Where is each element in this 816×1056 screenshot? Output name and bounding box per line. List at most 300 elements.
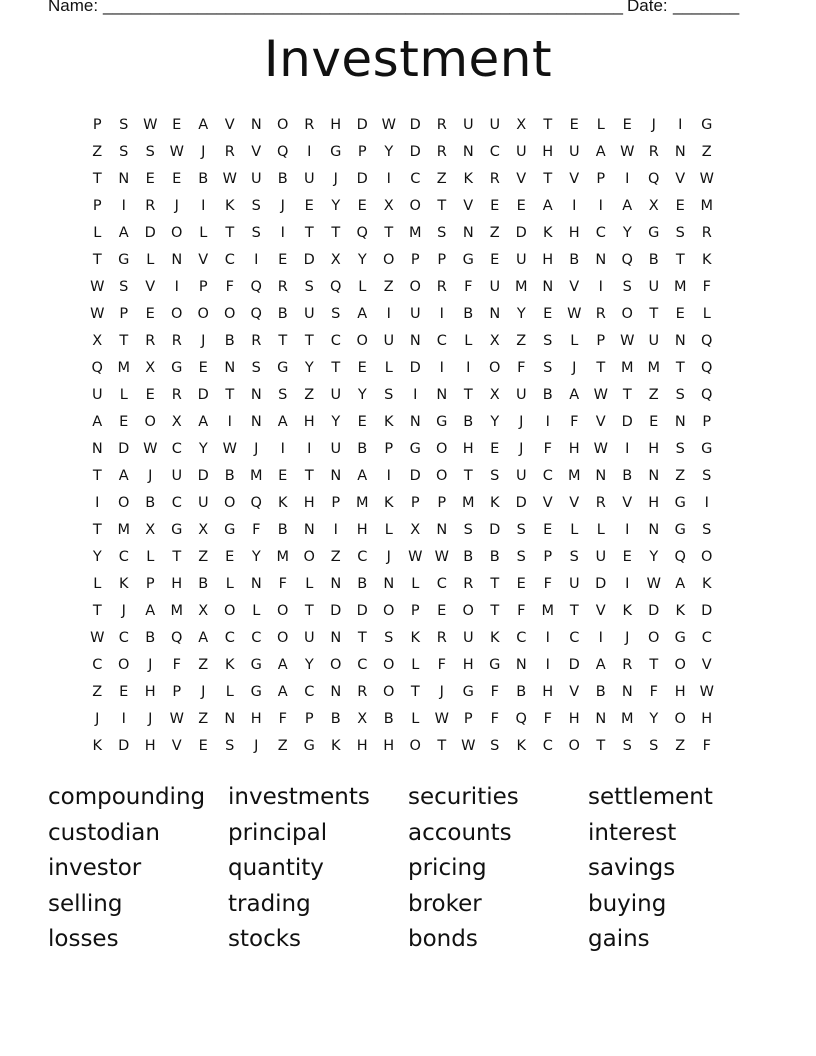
grid-letter[interactable]: C (436, 576, 447, 592)
grid-letter[interactable]: D (701, 603, 713, 619)
grid-letter[interactable]: Q (171, 630, 183, 646)
grid-letter[interactable]: E (357, 198, 367, 214)
grid-letter[interactable]: J (95, 711, 100, 727)
grid-letter[interactable]: L (93, 225, 102, 241)
grid-letter[interactable]: B (463, 306, 474, 322)
grid-letter[interactable]: T (92, 522, 102, 538)
grid-letter[interactable]: H (356, 522, 368, 538)
grid-letter[interactable]: W (646, 576, 661, 592)
grid-letter[interactable]: P (596, 171, 606, 187)
grid-letter[interactable]: T (304, 333, 314, 349)
grid-letter[interactable]: S (278, 387, 288, 403)
grid-letter[interactable]: E (437, 603, 447, 619)
grid-letter[interactable]: Q (621, 252, 633, 268)
grid-letter[interactable]: A (622, 198, 633, 214)
grid-letter[interactable]: S (569, 549, 579, 565)
grid-letter[interactable]: E (357, 360, 367, 376)
grid-letter[interactable]: E (119, 684, 129, 700)
grid-letter[interactable]: Z (92, 144, 103, 160)
grid-letter[interactable]: N (462, 225, 474, 241)
grid-letter[interactable]: G (171, 522, 183, 538)
grid-letter[interactable]: O (277, 630, 289, 646)
grid-letter[interactable]: I (413, 387, 418, 403)
grid-letter[interactable]: J (439, 684, 444, 700)
grid-letter[interactable]: Z (277, 738, 288, 754)
grid-letter[interactable]: S (251, 225, 261, 241)
grid-letter[interactable]: B (277, 306, 288, 322)
grid-letter[interactable]: I (625, 576, 630, 592)
grid-letter[interactable]: A (569, 387, 580, 403)
grid-letter[interactable]: S (516, 522, 526, 538)
grid-letter[interactable]: O (303, 549, 315, 565)
grid-letter[interactable]: E (543, 522, 553, 538)
grid-letter[interactable]: G (701, 117, 713, 133)
grid-letter[interactable]: H (356, 738, 368, 754)
grid-letter[interactable]: I (386, 306, 391, 322)
grid-letter[interactable]: W (90, 630, 105, 646)
grid-letter[interactable]: M (170, 603, 183, 619)
grid-letter[interactable]: X (145, 360, 156, 376)
grid-letter[interactable]: H (674, 684, 686, 700)
grid-letter[interactable]: P (410, 603, 420, 619)
grid-letter[interactable]: Y (516, 306, 526, 322)
grid-letter[interactable]: O (621, 306, 633, 322)
grid-letter[interactable]: L (570, 333, 579, 349)
grid-letter[interactable]: T (649, 657, 659, 673)
grid-letter[interactable]: R (648, 144, 659, 160)
grid-letter[interactable]: M (673, 279, 687, 295)
grid-letter[interactable]: F (490, 684, 499, 700)
grid-letter[interactable]: N (330, 576, 342, 592)
grid-letter[interactable]: P (410, 495, 420, 511)
grid-letter[interactable]: I (598, 279, 603, 295)
grid-letter[interactable]: K (489, 495, 500, 511)
grid-letter[interactable]: L (411, 657, 420, 673)
grid-letter[interactable]: W (434, 711, 449, 727)
grid-letter[interactable]: T (119, 333, 129, 349)
grid-letter[interactable]: R (436, 144, 447, 160)
grid-letter[interactable]: O (383, 657, 395, 673)
grid-letter[interactable]: M (408, 225, 422, 241)
grid-letter[interactable]: O (224, 495, 236, 511)
grid-letter[interactable]: L (146, 252, 155, 268)
grid-letter[interactable]: W (567, 306, 582, 322)
grid-letter[interactable]: S (119, 117, 129, 133)
grid-letter[interactable]: L (570, 522, 579, 538)
grid-letter[interactable]: T (384, 225, 394, 241)
grid-letter[interactable]: Y (251, 549, 261, 565)
grid-letter[interactable]: G (674, 495, 686, 511)
grid-letter[interactable]: Y (304, 657, 314, 673)
grid-letter[interactable]: E (172, 117, 182, 133)
grid-letter[interactable]: K (410, 630, 420, 646)
grid-letter[interactable]: O (489, 360, 501, 376)
grid-letter[interactable]: G (303, 738, 315, 754)
grid-letter[interactable]: J (254, 738, 259, 754)
grid-letter[interactable]: L (119, 387, 128, 403)
grid-letter[interactable]: V (701, 657, 712, 673)
grid-letter[interactable]: O (436, 468, 448, 484)
grid-letter[interactable]: T (172, 549, 182, 565)
grid-letter[interactable]: P (410, 252, 420, 268)
grid-letter[interactable]: C (92, 657, 103, 673)
grid-letter[interactable]: A (198, 117, 209, 133)
grid-letter[interactable]: R (145, 333, 156, 349)
grid-letter[interactable]: U (568, 576, 580, 592)
grid-letter[interactable]: A (145, 603, 156, 619)
grid-letter[interactable]: S (251, 198, 261, 214)
grid-letter[interactable]: Z (198, 711, 209, 727)
grid-letter[interactable]: R (224, 144, 235, 160)
grid-letter[interactable]: X (489, 387, 500, 403)
grid-letter[interactable]: T (596, 360, 606, 376)
grid-letter[interactable]: M (620, 711, 634, 727)
grid-letter[interactable]: V (569, 171, 580, 187)
grid-letter[interactable]: S (384, 630, 394, 646)
grid-letter[interactable]: B (463, 414, 474, 430)
grid-letter[interactable]: N (224, 360, 236, 376)
grid-letter[interactable]: S (649, 738, 659, 754)
grid-letter[interactable]: N (674, 333, 686, 349)
grid-letter[interactable]: S (145, 144, 155, 160)
grid-letter[interactable]: D (197, 468, 209, 484)
grid-letter[interactable]: K (330, 738, 341, 754)
grid-letter[interactable]: U (462, 117, 474, 133)
grid-letter[interactable]: V (569, 684, 580, 700)
grid-letter[interactable]: N (595, 468, 607, 484)
grid-letter[interactable]: L (464, 333, 473, 349)
grid-letter[interactable]: B (277, 171, 288, 187)
grid-letter[interactable]: U (489, 117, 501, 133)
grid-letter[interactable]: S (304, 279, 314, 295)
grid-letter[interactable]: N (250, 414, 262, 430)
grid-letter[interactable]: S (490, 468, 500, 484)
grid-letter[interactable]: F (278, 711, 287, 727)
grid-letter[interactable]: R (701, 225, 712, 241)
grid-letter[interactable]: A (595, 144, 606, 160)
grid-letter[interactable]: M (117, 360, 130, 376)
grid-letter[interactable]: N (409, 414, 421, 430)
grid-letter[interactable]: U (303, 171, 315, 187)
grid-letter[interactable]: S (331, 306, 341, 322)
grid-letter[interactable]: I (121, 711, 126, 727)
grid-letter[interactable]: F (649, 684, 658, 700)
grid-letter[interactable]: A (92, 414, 103, 430)
grid-letter[interactable]: Z (330, 549, 341, 565)
grid-letter[interactable]: I (545, 657, 550, 673)
grid-letter[interactable]: W (593, 441, 608, 457)
grid-letter[interactable]: T (225, 387, 235, 403)
grid-letter[interactable]: P (92, 117, 102, 133)
grid-letter[interactable]: U (91, 387, 103, 403)
grid-letter[interactable]: T (543, 117, 553, 133)
grid-letter[interactable]: I (280, 441, 285, 457)
grid-letter[interactable]: N (436, 387, 448, 403)
grid-letter[interactable]: E (119, 414, 129, 430)
grid-letter[interactable]: N (330, 468, 342, 484)
grid-letter[interactable]: R (622, 657, 633, 673)
grid-letter[interactable]: D (118, 441, 130, 457)
grid-letter[interactable]: S (543, 360, 553, 376)
grid-letter[interactable]: Z (648, 387, 659, 403)
grid-letter[interactable]: X (330, 252, 341, 268)
grid-letter[interactable]: A (595, 657, 606, 673)
grid-letter[interactable]: O (674, 657, 686, 673)
grid-letter[interactable]: H (542, 684, 554, 700)
grid-letter[interactable]: R (489, 171, 500, 187)
grid-letter[interactable]: D (409, 144, 421, 160)
grid-letter[interactable]: H (701, 711, 713, 727)
grid-letter[interactable]: P (119, 306, 129, 322)
grid-letter[interactable]: Y (490, 414, 500, 430)
grid-letter[interactable]: J (651, 117, 656, 133)
grid-letter[interactable]: J (386, 549, 391, 565)
grid-letter[interactable]: D (621, 414, 633, 430)
grid-letter[interactable]: W (169, 711, 184, 727)
grid-letter[interactable]: M (249, 468, 263, 484)
grid-letter[interactable]: T (596, 738, 606, 754)
grid-letter[interactable]: X (489, 333, 500, 349)
grid-letter[interactable]: T (92, 171, 102, 187)
grid-letter[interactable]: H (303, 414, 315, 430)
grid-letter[interactable]: O (648, 630, 660, 646)
grid-letter[interactable]: A (357, 468, 368, 484)
grid-letter[interactable]: N (621, 684, 633, 700)
grid-letter[interactable]: U (462, 630, 474, 646)
grid-letter[interactable]: Q (515, 711, 527, 727)
grid-letter[interactable]: B (622, 468, 633, 484)
grid-letter[interactable]: T (92, 468, 102, 484)
grid-letter[interactable]: A (357, 306, 368, 322)
grid-letter[interactable]: D (489, 522, 501, 538)
grid-letter[interactable]: K (463, 171, 473, 187)
grid-letter[interactable]: H (542, 144, 554, 160)
grid-letter[interactable]: C (330, 333, 341, 349)
grid-letter[interactable]: R (595, 306, 606, 322)
grid-letter[interactable]: N (303, 522, 315, 538)
grid-letter[interactable]: K (224, 657, 235, 673)
grid-letter[interactable]: S (463, 522, 473, 538)
grid-letter[interactable]: J (148, 657, 153, 673)
grid-letter[interactable]: F (570, 414, 579, 430)
grid-letter[interactable]: F (702, 279, 711, 295)
grid-letter[interactable]: T (278, 333, 288, 349)
grid-letter[interactable]: C (569, 630, 580, 646)
grid-letter[interactable]: P (304, 711, 314, 727)
grid-letter[interactable]: K (516, 738, 526, 754)
grid-letter[interactable]: D (330, 603, 342, 619)
grid-letter[interactable]: C (542, 738, 553, 754)
date-field[interactable]: _______ (673, 0, 740, 15)
grid-letter[interactable]: D (303, 252, 315, 268)
grid-letter[interactable]: W (143, 117, 158, 133)
grid-letter[interactable]: S (675, 387, 685, 403)
grid-letter[interactable]: P (702, 414, 712, 430)
grid-letter[interactable]: N (436, 522, 448, 538)
grid-letter[interactable]: Z (436, 171, 447, 187)
grid-letter[interactable]: I (386, 468, 391, 484)
grid-letter[interactable]: H (568, 441, 580, 457)
grid-letter[interactable]: S (490, 738, 500, 754)
grid-letter[interactable]: D (409, 468, 421, 484)
grid-letter[interactable]: P (596, 333, 606, 349)
grid-letter[interactable]: Y (649, 549, 659, 565)
grid-letter[interactable]: I (678, 117, 683, 133)
grid-letter[interactable]: T (304, 468, 314, 484)
grid-letter[interactable]: V (251, 144, 262, 160)
grid-letter[interactable]: Q (674, 549, 686, 565)
grid-letter[interactable]: W (620, 333, 635, 349)
grid-letter[interactable]: I (572, 198, 577, 214)
grid-letter[interactable]: U (330, 387, 342, 403)
grid-letter[interactable]: D (118, 738, 130, 754)
grid-letter[interactable]: G (674, 522, 686, 538)
grid-letter[interactable]: E (675, 198, 685, 214)
grid-letter[interactable]: T (463, 387, 473, 403)
grid-letter[interactable]: G (277, 360, 289, 376)
grid-letter[interactable]: Z (675, 468, 686, 484)
grid-letter[interactable]: Q (277, 144, 289, 160)
grid-letter[interactable]: R (171, 333, 182, 349)
grid-letter[interactable]: C (410, 171, 421, 187)
grid-letter[interactable]: F (517, 603, 526, 619)
grid-letter[interactable]: A (198, 414, 209, 430)
grid-letter[interactable]: C (357, 549, 368, 565)
grid-letter[interactable]: D (648, 603, 660, 619)
grid-letter[interactable]: M (567, 468, 581, 484)
grid-letter[interactable]: J (519, 441, 524, 457)
grid-letter[interactable]: M (647, 360, 660, 376)
grid-letter[interactable]: M (276, 549, 289, 565)
grid-letter[interactable]: E (145, 306, 155, 322)
grid-letter[interactable]: A (118, 225, 129, 241)
grid-letter[interactable]: Z (198, 549, 209, 565)
grid-letter[interactable]: A (198, 630, 209, 646)
grid-letter[interactable]: I (307, 144, 312, 160)
grid-letter[interactable]: W (699, 684, 714, 700)
grid-letter[interactable]: S (702, 468, 712, 484)
grid-letter[interactable]: L (411, 576, 420, 592)
grid-letter[interactable]: Y (92, 549, 102, 565)
grid-letter[interactable]: N (674, 144, 686, 160)
grid-letter[interactable]: N (91, 441, 103, 457)
grid-letter[interactable]: J (174, 198, 179, 214)
grid-letter[interactable]: R (251, 333, 262, 349)
grid-letter[interactable]: K (489, 630, 500, 646)
grid-letter[interactable]: B (224, 333, 235, 349)
grid-letter[interactable]: Z (92, 684, 103, 700)
grid-letter[interactable]: R (595, 495, 606, 511)
grid-letter[interactable]: N (674, 414, 686, 430)
grid-letter[interactable]: T (92, 603, 102, 619)
grid-letter[interactable]: F (172, 657, 181, 673)
grid-letter[interactable]: H (383, 738, 395, 754)
grid-letter[interactable]: N (118, 171, 130, 187)
grid-letter[interactable]: I (174, 279, 179, 295)
grid-letter[interactable]: G (224, 522, 236, 538)
grid-letter[interactable]: J (254, 441, 259, 457)
grid-letter[interactable]: E (569, 117, 579, 133)
grid-letter[interactable]: W (699, 171, 714, 187)
grid-letter[interactable]: U (303, 630, 315, 646)
grid-letter[interactable]: N (489, 306, 501, 322)
grid-letter[interactable]: M (541, 603, 554, 619)
grid-letter[interactable]: U (648, 333, 660, 349)
grid-letter[interactable]: L (225, 684, 234, 700)
grid-letter[interactable]: X (410, 522, 421, 538)
grid-letter[interactable]: O (436, 441, 448, 457)
grid-letter[interactable]: L (93, 576, 102, 592)
grid-letter[interactable]: C (171, 441, 182, 457)
grid-letter[interactable]: W (90, 306, 105, 322)
grid-letter[interactable]: H (144, 684, 156, 700)
grid-letter[interactable]: Y (331, 198, 341, 214)
grid-letter[interactable]: G (489, 657, 501, 673)
grid-letter[interactable]: P (357, 144, 367, 160)
grid-letter[interactable]: U (409, 306, 421, 322)
grid-letter[interactable]: F (517, 360, 526, 376)
grid-letter[interactable]: E (490, 441, 500, 457)
grid-letter[interactable]: X (171, 414, 182, 430)
grid-letter[interactable]: Y (622, 225, 632, 241)
grid-letter[interactable]: X (198, 522, 209, 538)
grid-letter[interactable]: Q (701, 387, 713, 403)
grid-letter[interactable]: H (250, 711, 262, 727)
grid-letter[interactable]: B (198, 576, 209, 592)
grid-letter[interactable]: O (277, 603, 289, 619)
grid-letter[interactable]: U (515, 468, 527, 484)
grid-letter[interactable]: H (144, 738, 156, 754)
grid-letter[interactable]: X (383, 198, 394, 214)
grid-letter[interactable]: G (701, 441, 713, 457)
grid-letter[interactable]: I (333, 522, 338, 538)
grid-letter[interactable]: C (118, 630, 129, 646)
grid-letter[interactable]: C (436, 333, 447, 349)
grid-letter[interactable]: R (145, 198, 156, 214)
grid-letter[interactable]: W (169, 144, 184, 160)
grid-letter[interactable]: I (704, 495, 709, 511)
grid-letter[interactable]: T (675, 252, 685, 268)
grid-letter[interactable]: Y (384, 144, 394, 160)
grid-letter[interactable]: C (595, 225, 606, 241)
grid-letter[interactable]: O (277, 117, 289, 133)
grid-letter[interactable]: W (222, 441, 237, 457)
grid-letter[interactable]: Q (250, 495, 262, 511)
grid-letter[interactable]: S (225, 738, 235, 754)
grid-letter[interactable]: T (92, 252, 102, 268)
grid-letter[interactable]: O (330, 657, 342, 673)
grid-letter[interactable]: G (674, 630, 686, 646)
grid-letter[interactable]: I (545, 630, 550, 646)
grid-letter[interactable]: O (462, 603, 474, 619)
grid-letter[interactable]: T (331, 225, 341, 241)
grid-letter[interactable]: Y (357, 387, 367, 403)
grid-letter[interactable]: W (222, 171, 237, 187)
grid-letter[interactable]: Y (304, 360, 314, 376)
grid-letter[interactable]: O (118, 657, 130, 673)
grid-letter[interactable]: U (489, 279, 501, 295)
grid-letter[interactable]: U (595, 549, 607, 565)
grid-letter[interactable]: E (304, 198, 314, 214)
grid-letter[interactable]: I (625, 171, 630, 187)
grid-letter[interactable]: C (118, 549, 129, 565)
grid-letter[interactable]: E (516, 576, 526, 592)
grid-letter[interactable]: F (464, 279, 473, 295)
grid-letter[interactable]: I (307, 441, 312, 457)
grid-letter[interactable]: X (357, 711, 368, 727)
grid-letter[interactable]: D (595, 576, 607, 592)
grid-letter[interactable]: O (171, 306, 183, 322)
